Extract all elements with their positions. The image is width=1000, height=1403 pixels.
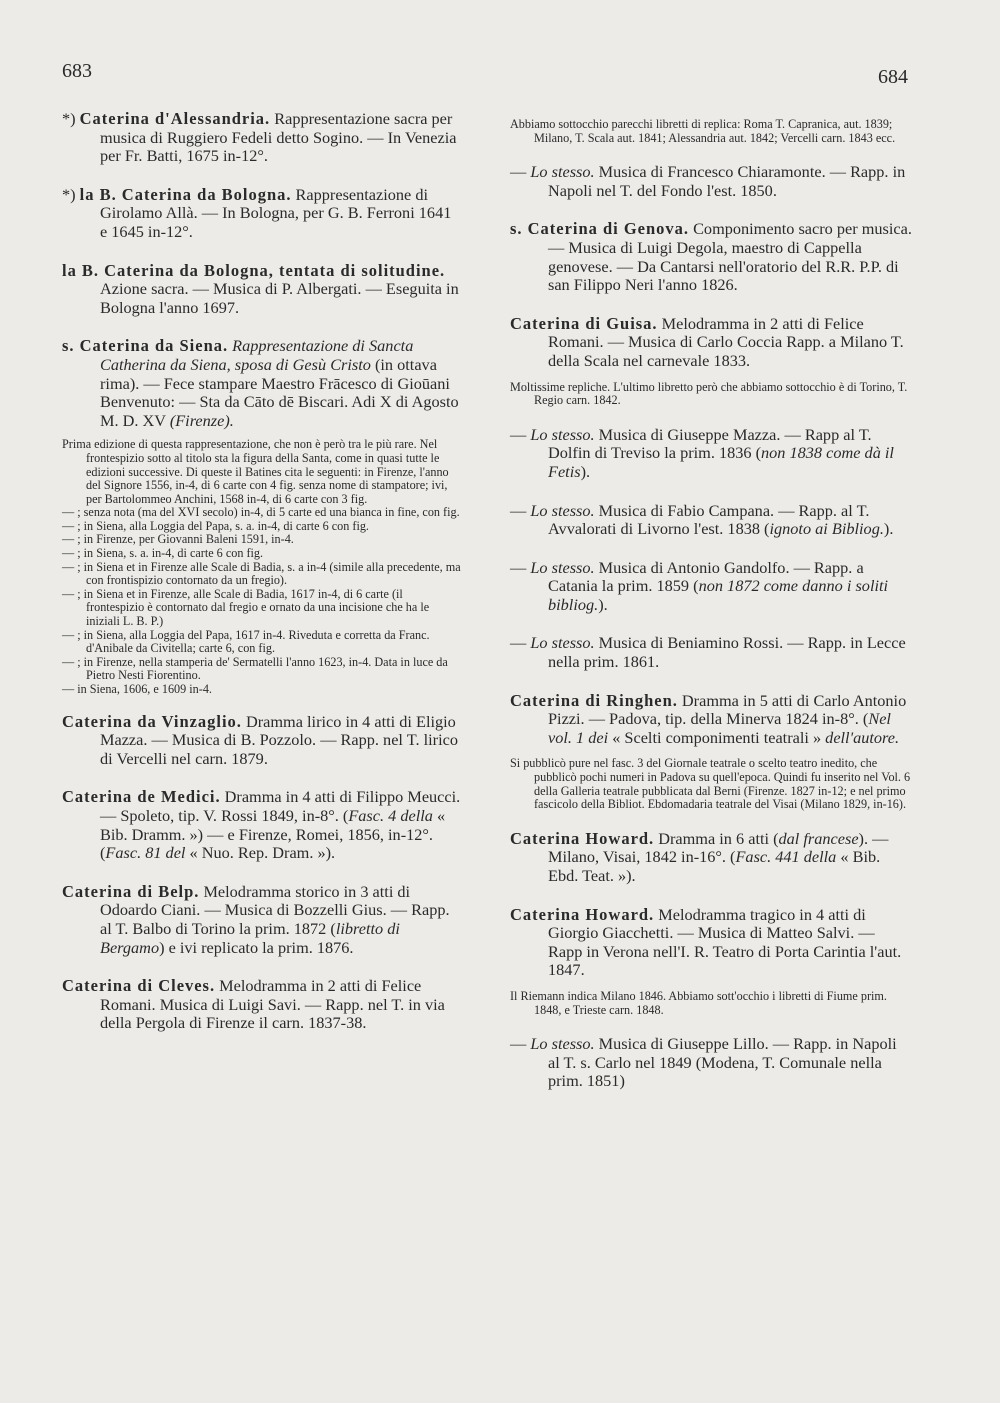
entry-text: Musica di Francesco Chiaramonte. — Rapp. in Napoli nel T. del Fondo l'est. 1850. [548,162,906,200]
entry-text: « Bib. Dramm. ») — e Firenze, Romei, 1856, in-12°. ( [100,805,446,863]
entry-text-italic: libretto di Bergamo [100,918,400,957]
entry-text: Melodramma tragico in 4 atti di Giorgio Giacchetti. — Musica di Matteo Salvi. — Rapp in Verona nell'I. R. Teatro di Porta Carintia l'aut. 1847. [548,904,902,980]
entry-caterina-ringhen [510,692,912,748]
entry-text: Musica di Giuseppe Mazza. — Rapp al T. Dolfin di Treviso la prim. 1836 ( [548,424,872,463]
entry-headword: Caterina Howard. [510,904,655,924]
entry-text-italic: (Firenze). [169,410,234,430]
dash: — [510,633,531,653]
entry-text-italic: dal francese [778,828,859,848]
lo-stesso-label: Lo stesso. [530,557,595,577]
entry-text: Musica di Beniamino Rossi. — Rapp. in Lecce nella prim. 1861. [548,633,906,672]
note-line: — ; senza nota (ma del XVI secolo) in-4, di 5 carte ed una bianca in fine, con fig. [62,505,460,520]
entry-text: Dramma lirico in 4 atti di Eligio Mazza. — Musica di B. Pozzolo. — Rapp. nel T. lirico di Vercelli nel carn. 1879. [100,711,458,768]
entry-headword: Caterina di Cleves. [62,976,216,996]
note-line: — ; in Siena, alla Loggia del Papa, 1617 in-4. Riveduta e corretta da Franc. d'Anibale da Civitella; carte 6, con fig. [62,627,430,656]
entry-caterina-bologna [62,186,462,242]
note-line: — ; in Siena et in Firenze alle Scale di Badia, s. a in-4 (simile alla precedente, ma con frontispizio contornato da un fregio). [62,559,461,588]
entry-text: « Nuo. Rep. Dram. »). [185,843,336,863]
entry-text: ). [580,461,591,481]
entry-headword: Caterina da Vinzaglio. [62,711,242,731]
entry-text-italic: ignoto ai Bibliog. [769,519,884,539]
entry-lo-stesso-rossi [510,634,912,671]
note-line: — ; in Firenze, per Giovanni Baleni 1591, in-4. [62,532,294,547]
entry-text: Rappresentazione di Girolamo Allà. — In Bologna, per G. B. Ferroni 1641 e 1645 in-12°. [100,184,452,241]
entry-text-italic: non 1838 come dà il Fetis [548,443,894,481]
dash: — [510,1034,531,1054]
entry-caterina-cleves [62,977,462,1033]
entry-text: Musica di Fabio Campana. — Rapp. al T. Avvalorati di Livorno l'est. 1838 ( [548,500,870,539]
note-line: Prima edizione di questa rappresentazione, che non è però tra le più rare. Nel frontespizio sotto al titolo sta la figura della Santa, come in quasi tutte le edizioni successive. Di queste il Batines cita le seguenti: in Firenze, l'anno del Signore 1556, in-4, di 6 carte con 4 fig. senza nome di stampatore; ivi, per Bartolommeo Anchini, 1568 in-4, di 6 carte con 3 fig. [62,437,449,506]
dash: — [510,557,531,577]
entry-caterina-genova [510,220,912,294]
entry-headword: Caterina di Guisa. [510,313,658,333]
entry-text: Musica di Giuseppe Lillo. — Rapp. in Napoli al T. s. Carlo nel 1849 (Modena, T. Comunale nella prim. 1851) [548,1034,897,1091]
entry-text: ). [598,594,608,614]
lo-stesso-label: Lo stesso. [530,162,595,182]
footnote-guisa: Moltissime repliche. L'ultimo libretto però che abbiamo sottocchio è di Torino, T. Regio carn. 1842. [510,379,908,408]
entry-caterina-siena [62,337,462,430]
entry-headword: Caterina d'Alessandria. [79,109,271,128]
entry-caterina-belp [62,883,462,957]
entry-text: Melodramma in 2 atti di Felice Romani. — Musica di Carlo Coccia Rapp. a Milano T. della Scala nel carnevale 1833. [548,313,904,370]
entry-lo-stesso-gandolfo [510,559,912,615]
entry-caterina-guisa [510,315,912,371]
dash: — [510,424,531,444]
entry-text-italic: Fasc. 81 del [105,843,186,863]
entry-text: Melodramma storico in 3 atti di Odoardo Ciani. — Musica di Bozzelli Gius. — Rapp. al T. Balbo di Torino la prim. 1872 ( [100,881,450,938]
page-number-left: 683 [62,60,92,82]
right-column [510,118,912,1111]
entry-text: Musica di Antonio Gandolfo. — Rapp. a Catania la prim. 1859 ( [548,557,864,596]
entry-lo-stesso-mazza [510,426,912,482]
entry-text-italic: non 1872 come danno i soliti bibliog. [548,576,889,614]
entry-headword: s. Caterina di Genova. [510,219,689,239]
entry-star: *) [62,109,76,128]
entry-caterina-vinzaglio [62,713,462,769]
entry-text: Azione sacra. — Musica di P. Albergati. — Eseguita in Bologna l'anno 1697. [100,279,459,317]
entry-lo-stesso-lillo [510,1035,912,1091]
note-line: — ; in Firenze, nella stamperia de' Sermatelli l'anno 1623, in-4. Data in luce da Pietro Nesti Fiorentino. [62,654,448,683]
entry-headword: Caterina de Medici. [62,787,221,807]
entry-caterina-howard-dramma [510,830,912,886]
entry-text-italic: Fasc. 441 della [735,847,837,867]
footnote-ringhen: Si pubblicò pure nel fasc. 3 del Giornale teatrale o scelto teatro inedito, che pubblicò pochi numeri in Padova su quell'epoca. Quindi fu inserito nel Vol. 6 della Galleria teatrale pubblicata dal Berni (Firenze. 1827 in-12; e nel primo fascicolo della Bibliot. Ebdomadaria teatrale del Visai (Milano 1829, in-16). [510,756,911,812]
note-line: — ; in Siena et in Firenze, alle Scale di Badia, 1617 in-4, di 6 carte (il frontespizio è contornato dal fregio e ornato da una incisione che ha le iniziali L. B. P.) [62,586,430,629]
lo-stesso-label: Lo stesso. [530,500,595,520]
entry-caterina-medici [62,788,462,862]
lo-stesso-label: Lo stesso. [530,1034,595,1054]
entry-text: Dramma in 6 atti ( [654,828,779,848]
page-number-right: 684 [878,66,908,88]
lo-stesso-label: Lo stesso. [530,424,595,444]
entry-lo-stesso-chiaramonte [510,163,912,200]
entry-headword: s. Caterina da Siena. [62,336,229,356]
entry-text: « Bib. Ebd. Teat. »). [548,847,881,885]
entry-text: Componimento sacro per musica. — Musica di Luigi Degola, maestro di Cappella genovese. — Da Cantarsi nell'oratorio del R.R. P.P. di san Filippo Neri l'anno 1826. [548,219,912,295]
dash: — [510,162,531,182]
entry-text: ). — Milano, Visai, 1842 in-16°. ( [548,828,889,867]
entry-headword: Caterina di Ringhen. [510,690,678,710]
entry-text: ). [883,519,894,539]
footnote-howard: Il Riemann indica Milano 1846. Abbiamo sott'occhio i libretti di Fiume prim. 1848, e Trieste carn. 1848. [510,988,887,1017]
entry-star: *) [62,184,76,204]
entry-text: « Scelti componimenti teatrali » [608,727,826,747]
entry-lo-stesso-campana [510,502,912,539]
entry-text: Dramma in 5 atti di Carlo Antonio Pizzi. — Padova, tip. della Minerva 1824 in-8°. ( [548,690,907,729]
entry-text-italic: Fasc. 4 della [348,805,433,825]
footnote-replica: Abbiamo sottocchio parecchi libretti di replica: Roma T. Capranica, aut. 1839; Milano, T. Scala aut. 1841; Alessandria aut. 1842; Vercelli carn. 1843 ecc. [510,117,896,145]
entry-text: ) e ivi replicato la prim. 1876. [159,937,354,957]
entry-text: Dramma in 4 atti di Filippo Meucci. — Spoleto, tip. V. Rossi 1849, in-8°. ( [100,787,461,825]
entry-text-italic: dell'autore. [825,727,900,747]
note-line: — in Siena, 1606, e 1609 in-4. [62,682,212,696]
note-line: — ; in Siena, alla Loggia del Papa, s. a. in-4, di carte 6 con fig. [62,518,369,533]
note-line: — ; in Siena, s. a. in-4, di carte 6 con fig. [62,546,264,561]
left-column [62,110,462,1051]
entry-headword: la B. Caterina da Bologna, tentata di solitudine. [62,260,446,280]
entry-text-italic: Nel vol. 1 dei [548,709,891,747]
entry-caterina-alessandria [62,110,462,166]
entry-caterina-bologna-solitudine [62,262,462,318]
entry-headword: Caterina Howard. [510,828,655,848]
entry-text: (in ottava rima). — Fece stampare Maestro Frācesco di Gioūani Benvenuto: — Sta da Cāto dē Biscari. Adi X di Agosto M. D. XV [100,354,459,430]
dash: — [510,500,531,520]
entry-headword: la B. Caterina da Bologna. [79,184,292,204]
entry-headword: Caterina di Belp. [62,881,200,901]
entry-text: Melodramma in 2 atti di Felice Romani. Musica di Luigi Savi. — Rapp. nel T. in via della Pergola di Firenze il carn. 1837-38. [100,976,445,1033]
footnote-siena [62,438,462,696]
entry-caterina-howard-melodramma [510,906,912,980]
entry-text: Rappresentazione sacra per musica di Ruggiero Fedeli detto Sogino. — In Venezia per Fr. Batti, 1675 in-12°. [100,109,457,166]
lo-stesso-label: Lo stesso. [530,633,595,653]
entry-text-italic: Rappresentazione di Sancta Catherina da Siena, sposa di Gesù Cristo [100,336,414,374]
